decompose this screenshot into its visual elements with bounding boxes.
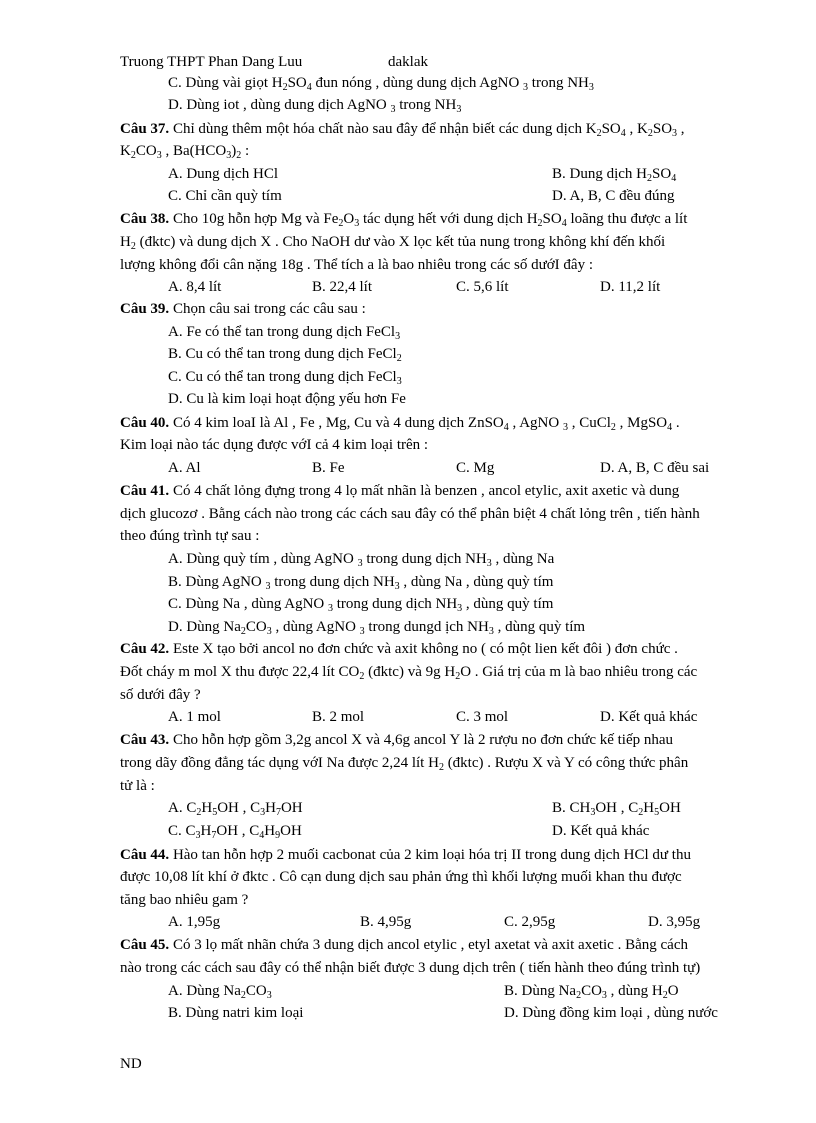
text-run: đun nóng , dùng dung dịch AgNO [311,75,524,91]
subscript: 2 [610,422,616,433]
q42-option-a: A. 1 mol [168,709,221,725]
text-run: , Ba(HCO [161,143,227,159]
subscript: 3 [265,581,271,592]
q39-stem-text: Chọn câu sai trong các câu sau : [169,301,366,317]
text-run: , [677,121,685,137]
subscript: 2 [647,173,652,184]
q43-stem-text1: Cho hỗn hợp gồm 3,2g ancol X và 4,6g ancol Y là 2 rượu no đơn chức kế tiếp nhau [169,732,674,748]
text-run: SO [652,166,672,182]
text-run: trong dung dịch NH [362,551,487,567]
subscript: 3 [266,626,272,637]
subscript: 3 [562,422,568,433]
text-run: . [672,415,680,431]
subscript: 2 [130,241,136,252]
text-run: , dùng AgNO [271,619,360,635]
text-run: OH [280,823,302,839]
subscript: 3 [486,558,492,569]
q45-option-d: D. Dùng đồng kim loại , dùng nước [504,1005,718,1021]
q37-stem-line2 [120,141,249,161]
q45-option-b [504,981,679,1001]
text-run: OH , C [217,800,261,816]
q40-number: Câu 40. [120,415,170,431]
q42-stem-line2 [120,662,697,682]
text-run: D. Dùng iot , dùng dung dịch AgNO [168,97,391,113]
subscript: 3 [359,626,365,637]
q40-stem-line1 [120,413,680,433]
subscript: 9 [275,830,281,841]
subscript: 4 [671,173,677,184]
q43-option-d: D. Kết quả khác [552,823,650,839]
q41-number: Câu 41. [120,483,170,499]
subscript: 2 [240,626,246,637]
text-run: OH , C [216,823,260,839]
text-run: Chỉ dùng thêm một hóa chất nào sau đây để nhận biết các dung dịch K [169,121,597,137]
text-run: trong dungd ịch NH [364,619,489,635]
subscript: 2 [455,671,461,682]
q38-option-c: C. 5,6 lít [456,279,509,295]
text-run: B. Dùng Na [504,983,577,999]
text-run: trong dung dịch NH [333,596,458,612]
text-run: , dùng quỳ tím [462,596,554,612]
subscript: 3 [156,150,162,161]
q39-option-b [168,344,402,364]
subscript: 2 [338,218,344,229]
q41-option-c [168,594,553,614]
subscript: 4 [306,82,312,93]
q45-stem-line2: nào trong các cách sau đây có thể nhận biết được 3 dung dịch trên ( tiến hành theo đúng trình tự) [120,960,701,976]
q42-stem-text1: Este X tạo bởi ancol no đơn chức và axit không no ( có một lien kết đôi ) đơn chức . [169,641,678,657]
q42-stem-line3: số dưới đây ? [120,687,201,703]
q43-stem-line2 [120,753,688,773]
q38-option-b: B. 22,4 lít [312,279,373,295]
text-run: A. Dùng Na [168,983,241,999]
text-run: B. Cu có thể tan trong dung dịch FeCl [168,346,397,362]
text-run: Cho 10g hỗn hợp Mg và Fe [169,211,339,227]
subscript: 2 [130,150,136,161]
subscript: 3 [488,626,494,637]
text-run: Có 4 kim loaI là Al , Fe , Mg, Cu và 4 dung dịch ZnSO [169,415,504,431]
subscript: 3 [601,990,607,1001]
subscript: 2 [596,128,602,139]
q36-option-d [168,95,461,115]
subscript: 3 [456,104,462,115]
text-run: OH , C [595,800,639,816]
text-run: SO [542,211,562,227]
q44-stem-line2: được 10,08 lít khí ở đktc . Cô cạn dung dịch sau phản ứng thì khối lượng muối khan thu được [120,869,682,885]
q45-number: Câu 45. [120,937,170,953]
subscript: 2 [396,353,402,364]
subscript: 3 [195,830,201,841]
q41-stem-line3: theo đúng trình tự sau : [120,528,260,544]
q44-option-a: A. 1,95g [168,914,221,930]
subscript: 2 [359,671,365,682]
q43-option-c [168,821,302,841]
q43-stem-line3: tử là : [120,778,155,794]
text-run: B. CH [552,800,591,816]
q41-option-b [168,572,553,592]
q42-stem-line1 [120,639,678,659]
subscript: 3 [357,558,363,569]
q40-option-c: C. Mg [456,460,495,476]
q43-stem-line1 [120,730,673,750]
q38-number: Câu 38. [120,211,170,227]
text-run: K [120,143,131,159]
subscript: 2 [438,762,444,773]
q39-number: Câu 39. [120,301,170,317]
q44-stem-line3: tăng bao nhiêu gam ? [120,892,249,908]
subscript: 3 [390,104,396,115]
text-run: SO [287,75,307,91]
text-run: D. Dùng Na [168,619,241,635]
text-run: OH [280,800,303,816]
text-run: loãng thu được a lít [566,211,688,227]
q41-option-a [168,549,554,569]
text-run: H [201,800,213,816]
text-run: , dùng Na , dùng quỳ tím [399,574,554,590]
subscript: 3 [590,807,596,818]
text-run: O [343,211,355,227]
subscript: 3 [523,82,529,93]
q37-stem-line1 [120,119,685,139]
text-run: , dùng quỳ tím [493,619,586,635]
text-run: H [120,234,131,250]
q39-option-a [168,322,400,342]
header-school: Truong THPT Phan Dang Luu [120,54,303,70]
footer-initials: ND [120,1056,142,1072]
subscript: 5 [212,807,218,818]
subscript: 7 [275,807,281,818]
subscript: 4 [667,422,673,433]
text-run: (đktc) và dung dịch X . Cho NaOH dư vào X lọc kết tủa nung trong không khí đến khối [135,234,666,250]
text-run: , dùng Na [491,551,555,567]
text-run: (đktc) và 9g H [364,664,456,680]
subscript: 3 [328,603,333,614]
subscript: 3 [354,218,360,229]
subscript: 2 [240,990,246,1001]
text-run: H [265,800,276,816]
text-run: CO [135,143,157,159]
text-run: Đốt cháy m mol X thu được 22,4 lít CO [120,664,360,680]
q38-option-a: A. 8,4 lít [168,279,222,295]
q38-stem-line2 [120,232,665,252]
q37-option-d: D. A, B, C đều đúng [552,188,675,204]
text-run: , dùng H [606,983,663,999]
q42-option-d: D. Kết quả khác [600,709,698,725]
text-run: C. Cu có thể tan trong dung dịch FeCl [168,369,397,385]
q40-option-d: D. A, B, C đều sai [600,460,710,476]
subscript: 3 [266,990,272,1001]
subscript: 3 [394,581,400,592]
text-run: , MgSO [615,415,668,431]
q44-option-c: C. 2,95g [504,914,556,930]
q39-stem [120,299,366,319]
q41-option-d [168,617,585,637]
subscript: 5 [654,807,660,818]
subscript: 2 [647,128,653,139]
text-run: H [264,823,276,839]
q40-stem-line2: Kim loại nào tác dụng được vớI cả 4 kim loại trên : [120,437,429,453]
text-run: trong NH [395,97,457,113]
subscript: 4 [561,218,567,229]
text-run: B. Dùng AgNO [168,574,266,590]
q43-option-b [552,798,681,818]
q38-option-d: D. 11,2 lít [600,279,661,295]
text-run: A. C [168,800,197,816]
q41-stem-line2: dịch glucozơ . Bằng cách nào trong các cách sau đây có thể phân biệt 4 chất lỏng trên , tiến hành [120,506,700,522]
q39-option-d: D. Cu là kim loại hoạt động yếu hơn Fe [168,391,406,407]
subscript: 2 [638,807,644,818]
q40-option-b: B. Fe [312,460,345,476]
q45-stem-text1: Có 3 lọ mất nhãn chứa 3 dung dịch ancol etylic , etyl axetat và axit axetic . Bằng cách [169,937,688,953]
q37-option-b [552,164,676,184]
q41-stem-line1 [120,481,679,501]
subscript: 3 [672,128,678,139]
subscript: 3 [457,603,463,614]
subscript: 2 [282,82,288,93]
text-run: A. Fe có thể tan trong dung dịch FeCl [168,324,396,340]
subscript: 3 [260,807,266,818]
q42-number: Câu 42. [120,641,170,657]
header-place: daklak [388,54,428,70]
text-run: (đktc) . Rượu X và Y có công thức phân [443,755,689,771]
q37-number: Câu 37. [120,121,170,137]
subscript: 3 [395,331,401,342]
text-run: trong dãy đồng đẳng tác dụng vớI Na được 2,24 lít H [120,755,439,771]
q44-stem-text1: Hào tan hỗn hợp 2 muối cacbonat của 2 kim loại hóa trị II trong dung dịch HCl dư thu [169,847,691,863]
subscript: 3 [588,82,594,93]
text-run: CO [245,983,267,999]
text-run: C. Dùng vài giọt H [168,75,283,91]
text-run: B. Dung dịch H [552,166,647,182]
q36-option-c [168,73,594,93]
q37-option-c: C. Chỉ cần quỳ tím [168,188,282,204]
q43-number: Câu 43. [120,732,170,748]
text-run: O [667,983,679,999]
q39-option-c [168,367,402,387]
subscript: 4 [620,128,626,139]
text-run: H [200,823,212,839]
subscript: 2 [537,218,543,229]
q42-option-b: B. 2 mol [312,709,365,725]
text-run: tác dụng hết với dung dịch H [359,211,538,227]
subscript: 4 [259,830,265,841]
text-run: O . Giá trị của m là bao nhiêu trong các [460,664,698,680]
q44-stem-line1 [120,845,691,865]
text-run: : [241,143,250,159]
text-run: C. C [168,823,196,839]
subscript: 2 [662,990,668,1001]
subscript: 4 [503,422,509,433]
subscript: 7 [211,830,217,841]
subscript: 2 [576,990,582,1001]
q37-stem-text1 [169,121,684,137]
q38-stem-text1 [169,211,687,227]
subscript: 3 [226,150,232,161]
q41-stem-text1: Có 4 chất lỏng đựng trong 4 lọ mất nhãn là benzen , ancol etylic, axit axetic và dung [169,483,680,499]
subscript: 3 [396,376,402,387]
text-run: CO [581,983,602,999]
q45-stem-line1 [120,935,688,955]
subscript: 2 [236,150,242,161]
text-run: H [643,800,655,816]
q38-stem-line1 [120,209,687,229]
text-run: trong NH [528,75,589,91]
text-run: A. Dùng quỳ tím , dùng AgNO [168,551,358,567]
q37-option-a: A. Dung dịch HCl [168,166,278,182]
text-run: trong dung dịch NH [270,574,395,590]
q45-option-a [168,981,272,1001]
q38-stem-line3: lượng không đổi cân nặng 18g . Thể tích a là bao nhiêu trong các số dướI đây : [120,257,593,273]
subscript: 2 [196,807,202,818]
q40-stem-text1 [169,415,679,431]
q45-option-b2: B. Dùng natri kim loại [168,1005,304,1021]
text-run: CO [245,619,267,635]
text-run: ) [231,143,237,159]
q44-option-b: B. 4,95g [360,914,412,930]
text-run: , K [625,121,648,137]
text-run: SO [652,121,673,137]
text-run: SO [601,121,621,137]
text-run: C. Dùng Na , dùng AgNO [168,596,328,612]
text-run: , CuCl [567,415,611,431]
text-run: OH [659,800,681,816]
q42-option-c: C. 3 mol [456,709,509,725]
text-run: , AgNO [508,415,563,431]
q44-option-d: D. 3,95g [648,914,701,930]
q43-option-a [168,798,303,818]
q44-number: Câu 44. [120,847,170,863]
q40-option-a: A. Al [168,460,201,476]
